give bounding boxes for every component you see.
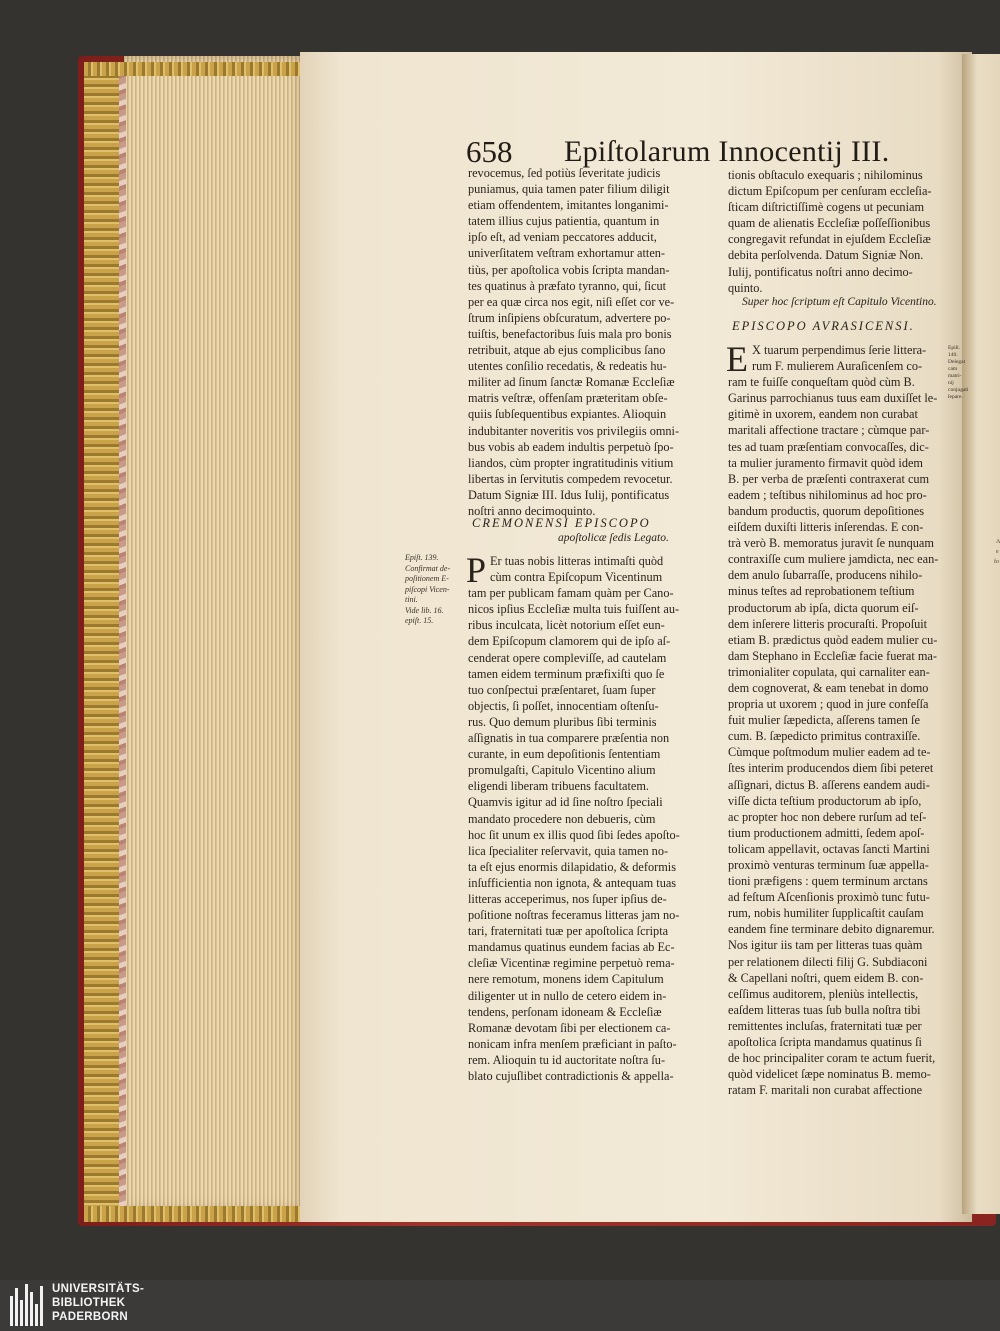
text-line: libertas in ſervitutis compedem revocetur. [468, 471, 673, 486]
text-line: dem inſerere litteris procuraſti. Propoſuit [728, 616, 928, 631]
text-line: Garinus parrochianus tuus eam duxiſſet le- [728, 391, 938, 406]
text-line: ipſo eſt, ad veniam peccatores adducit, [468, 230, 657, 245]
text-line: rum, nobis humiliter ſupplicaſtit cauſam [728, 906, 924, 921]
text-line: mandato procedere non debueris, cùm [468, 811, 656, 826]
text-line: tuiſtis, benefactoribus ſuis mala pro bonis [468, 326, 672, 341]
text-line: trà verò B. memoratus juravit ſe nunquam [728, 536, 934, 551]
text-line: bus vobis ab eadem indultis perpetuò ſpo- [468, 439, 674, 454]
text-line: inſufficientia non ignota, & antequam tuas [468, 875, 677, 890]
text-line: tuo conſpectui præſentaret, ſuam ſuper [468, 682, 656, 697]
text-line: poſitione noſtras feceramus litteras jam no- [468, 908, 680, 923]
text-line: congregavit refundat in ejuſdem Eccleſiæ [728, 232, 931, 247]
text-line: noſtri anno decimoquinto. [468, 503, 596, 518]
text-line: trimonialiter copulata, qui carnaliter ean- [728, 664, 930, 679]
page-number: 658 [466, 134, 513, 169]
section-subheading: apoſtolicæ ſedis Legato. [558, 532, 669, 544]
text-line: eandem fine terminare debito dignaremur. [728, 922, 935, 937]
margin-line: Epiſt. 140. [948, 345, 961, 358]
text-line: tamen eidem terminum præfixiſti quo ſe [468, 666, 665, 681]
text-line: nere remotum, monens idem Capitulum [468, 972, 664, 987]
text-line: ad feſtum Aſcenſionis proximò tunc futu- [728, 890, 930, 905]
margin-line: Epiſt. 139. [405, 553, 439, 562]
text-line: cleſiæ Vicentinæ regimine perpetuò rema- [468, 956, 675, 971]
text-line: debita perſolvenda. Datum Signiæ Non. [728, 248, 924, 263]
text-line: rem. Alioquin tu id auctoritate noſtra ſu- [468, 1052, 666, 1067]
text-line: promulgaſti, Capitulo Vicentino alium [468, 763, 656, 778]
text-line: eadem ; teſtibus nihilominus ad hoc pro- [728, 487, 927, 502]
text-line: aſſignatis in tua comparere præſentia non [468, 731, 670, 746]
text-line: objectis, ſi poſſet, innocentiam oſtenſu- [468, 698, 659, 713]
text-line: & Capellani noſtri, quem eidem B. con- [728, 970, 924, 985]
text-line: tatem illius cujus patientia, quantum in [468, 214, 660, 229]
text-line: Iulij, pontificatus noſtri anno decimo- [728, 264, 913, 279]
text-line: indubitanter noveritis vos privilegiis omni- [468, 423, 680, 438]
text-line: tam per publicam famam quàm per Cano- [468, 586, 674, 601]
text-line: per relationem dilecti filij G. Subdiaconi [728, 954, 928, 969]
gilt-border-bottom [84, 1206, 324, 1222]
text-line: B. per verba de præſenti contraxerat cum [728, 471, 930, 486]
text-line: ratam F. maritali non curabat affectione [728, 1083, 923, 1098]
text-line: bandum productis, quorum depoſitiones [728, 503, 925, 518]
gilt-border [84, 62, 119, 1220]
text-line: Datum Signiæ III. Idus Iulij, pontificatus [468, 487, 670, 502]
text-line: quiis ſubſequentibus expiantes. Alioquin [468, 407, 667, 422]
logo-line: PADERBORN [52, 1311, 128, 1323]
text-line: tes quatinus à præfato tyranno, qui, ſicut [468, 278, 667, 293]
text-line: propria ut uxorem ; quod in jure confeſſa [728, 697, 929, 712]
text-line: hoc ſit unum ex illis quod ſibi ſedes apoſto- [468, 827, 680, 842]
column-left-bottom [466, 550, 720, 1084]
text-line: de hoc principaliter coram te actum fuerit, [728, 1051, 936, 1066]
text-line: per ea quæ circa nos egit, niſi eſſet cor ve- [468, 294, 675, 309]
text-line: quam de alienatis Eccleſiæ poſſeſſionibus [728, 216, 931, 231]
text-line: proximò venturas terminum ſuæ appella- [728, 858, 929, 872]
text-line: dem anulo ſubarraſſe, producens nihilo- [728, 568, 923, 583]
text-line: tionis obſtaculo exequaris ; nihilominus [728, 168, 923, 182]
text-line: Quamvis igitur ad id ſine noſtro ſpeciali [468, 795, 663, 810]
text-line: blato cujuſlibet contradictionis & appella- [468, 1069, 674, 1083]
text-line: ta mulier juramento firmavit quòd idem [728, 455, 923, 470]
text-line: cenderat opere compleviſſe, ad cautelam [468, 650, 667, 665]
text-line: contraxiſſe cum muliere jamdicta, nec ean- [728, 552, 939, 567]
text-line: tioni præfigens : quem terminum arctans [728, 874, 928, 889]
text-line: remittentes incluſas, fraternitati tuæ per [728, 1018, 922, 1033]
margin-line: Vide lib. 16. [405, 605, 444, 615]
text-line: rus. Quo demum pluribus ſibi terminis [468, 714, 657, 729]
text-line: tes ad tuam præſentiam convocaſſes, dic- [728, 439, 929, 454]
text-line: diligenter ut in nullo de cetero eidem in- [468, 988, 667, 1003]
text-line: cùm contra Epiſcopum Vicentinum [490, 570, 663, 585]
text-line: univerſitatem veſtram exhortamur atten- [468, 246, 666, 261]
text-line: ribus inculcata, licèt notorium eſſet eun- [468, 618, 665, 633]
text-line: viſſe dicta teſtium productorum ab ipſo, [728, 793, 922, 808]
text-line: etiam offendentem, imitantes longanimi- [468, 198, 669, 213]
margin-line: ſepare. [948, 394, 963, 400]
margin-line: Confirmat de- [405, 563, 451, 573]
text-line: ſtrum inſipiens obſcuratum, advertere po- [468, 310, 671, 325]
margin-line: cam matri- [948, 366, 962, 379]
library-logo-text [52, 1282, 144, 1324]
text-line: mandamus quatinus eundem facias ab Ec- [468, 940, 675, 955]
text-line: nonicam infra menſem præficiant in paſto- [468, 1036, 677, 1051]
text-line: rum F. mulierem Auraſicenſem co- [752, 359, 923, 374]
column-right-bottom [726, 339, 958, 1098]
margin-line: tini. [405, 595, 418, 604]
text-line: Romanæ devotam ſibi per electionem ca- [468, 1020, 671, 1035]
section-heading-aurasicensi: EPISCOPO AVRASICENSI. [732, 319, 915, 333]
text-line: ſtes interim producendos diem ſibi peteret [728, 761, 934, 776]
text-line: liandos, cùm propter ingratitudinis vitium [468, 455, 674, 470]
text-line: etiam B. prædictus quòd eadem mulier cu- [728, 632, 938, 647]
text-line: litteras acceperimus, nos ſuper ipſius de- [468, 891, 667, 906]
text-line: ta eſt ejus enormis dilapidatio, & deformis [468, 859, 676, 874]
margin-line: epiſt. 15. [405, 616, 434, 625]
drop-capital: E [726, 339, 748, 379]
text-line: revocemus, ſed potiùs ſeveritate judicis [468, 166, 661, 180]
text-line: dem Epiſcopum clamorem qui de ipſo aſ- [468, 634, 671, 649]
drop-capital: P [466, 550, 487, 590]
note-capitulo: Super hoc ſcriptum eſt Capitulo Vicentino. [742, 296, 937, 308]
gilt-border-top [84, 62, 324, 76]
footer-bar [0, 1280, 1000, 1331]
text-line: lica ſpecialiter reſervavit, quia tamen no- [468, 843, 669, 858]
running-title: Epiſtolarum Innocentij III. [564, 135, 890, 168]
text-line: matris veſtræ, offenſam præteritam obſe- [468, 391, 668, 406]
text-line: tolicam appellavit, octavas ſancti Martini [728, 841, 930, 856]
text-line: retribuit, atque ab ejus complicibus ſano [468, 343, 666, 358]
margin-line: Delegat [948, 359, 966, 365]
next-page-fragment: fo [994, 559, 999, 565]
text-line: X tuarum perpendimus ſerie littera- [752, 343, 927, 357]
next-page-fragment: e [996, 549, 999, 555]
book-fore-edge [124, 56, 310, 1212]
text-line: apoſtolica ſcripta mandamus quatinus ſi [728, 1035, 922, 1050]
column-left-top [468, 165, 720, 519]
text-line: puniamus, quia tamen pater filium diligit [468, 182, 670, 197]
logo-line: UNIVERSITÄTS- [52, 1283, 145, 1295]
text-line: ceſſimus auditorem, pleniùs intellectis, [728, 986, 919, 1001]
text-line: eligendi liberam tribuens facultatem. [468, 779, 649, 794]
logo-line: BIBLIOTHEK [52, 1297, 126, 1309]
text-line: tiùs, per apoſtolica vobis ſcripta mandan- [468, 262, 670, 277]
text-line: cum. B. ſæpedicto primitus contraxiſſe. [728, 729, 921, 744]
text-line: Er tuas nobis litteras intimaſti quòd [490, 554, 664, 568]
text-line: dictum Epiſcopum per cenſuram eccleſia- [728, 184, 932, 199]
text-line: Nos igitur iis tam per litteras tuas quàm [728, 938, 923, 953]
text-line: ram te fuiſſe conqueſtam quòd cùm B. [728, 375, 915, 390]
text-line: Cùmque poſtmodum mulier eadem ad te- [728, 745, 931, 760]
text-line: militer ad ſinum ſanctæ Romanæ Eccleſiæ [468, 375, 675, 390]
text-line: gitimè in uxorem, eandem non curabat [728, 407, 918, 422]
text-line: eiſdem duxiſti litteris inſerendas. E con- [728, 520, 924, 535]
text-line: nicos ipſius Eccleſiæ multa tuis fuiſſent au- [468, 602, 680, 617]
text-line: ſticam diſtrictiſſimè cogens ut pecuniam [728, 200, 925, 215]
text-line: utentes conſilio recedatis, & redeatis hu- [468, 359, 667, 374]
text-line: dem cognoverat, & eam tenebat in domo [728, 680, 929, 695]
next-page-edge [962, 54, 1000, 1214]
text-line: ac propter hoc non debere rurſum ad teſ- [728, 809, 927, 824]
text-line: eaſdem litteras tuas ſub bulla noſtra tibi [728, 1002, 921, 1017]
text-line: minus teſtes ad reprobationem teſtium [728, 584, 915, 599]
marginal-note-left [405, 553, 465, 627]
text-line: tendens, perſonam idoneam & Eccleſiæ [468, 1004, 662, 1019]
text-line: tari, fraternitati tuæ per apoſtolica ſcripta [468, 924, 669, 939]
margin-line: poſitionem E- [405, 574, 449, 583]
next-page-fragment: A [996, 539, 1000, 545]
library-logo-icon [10, 1282, 50, 1326]
text-line: maritali affectione tractare ; cùmque par- [728, 423, 930, 438]
column-right-top [728, 167, 958, 296]
margin-line: piſcopi Vicen- [405, 584, 450, 594]
margin-line: nij conjugati [948, 380, 969, 393]
text-line: productorum ab ipſa, dicta quorum eiſ- [728, 600, 919, 615]
text-line: quinto. [728, 280, 763, 295]
text-line: fuit mulier ſæpedicta, aſſerens tamen ſe [728, 713, 920, 728]
text-line: quòd videlicet ſæpe nominatus B. memo- [728, 1067, 931, 1082]
text-line: dam Stephano in Eccleſiæ facie fuerat ma- [728, 648, 937, 663]
text-line: curante, in eum depoſitionis ſententiam [468, 747, 661, 762]
section-heading-cremonensi: CREMONENSI EPISCOPO [472, 516, 651, 530]
text-line: aſſignari, dictus B. aſſerens eandem audi- [728, 777, 930, 792]
text-line: tium productionem admitti, ſedem apoſ- [728, 825, 925, 840]
